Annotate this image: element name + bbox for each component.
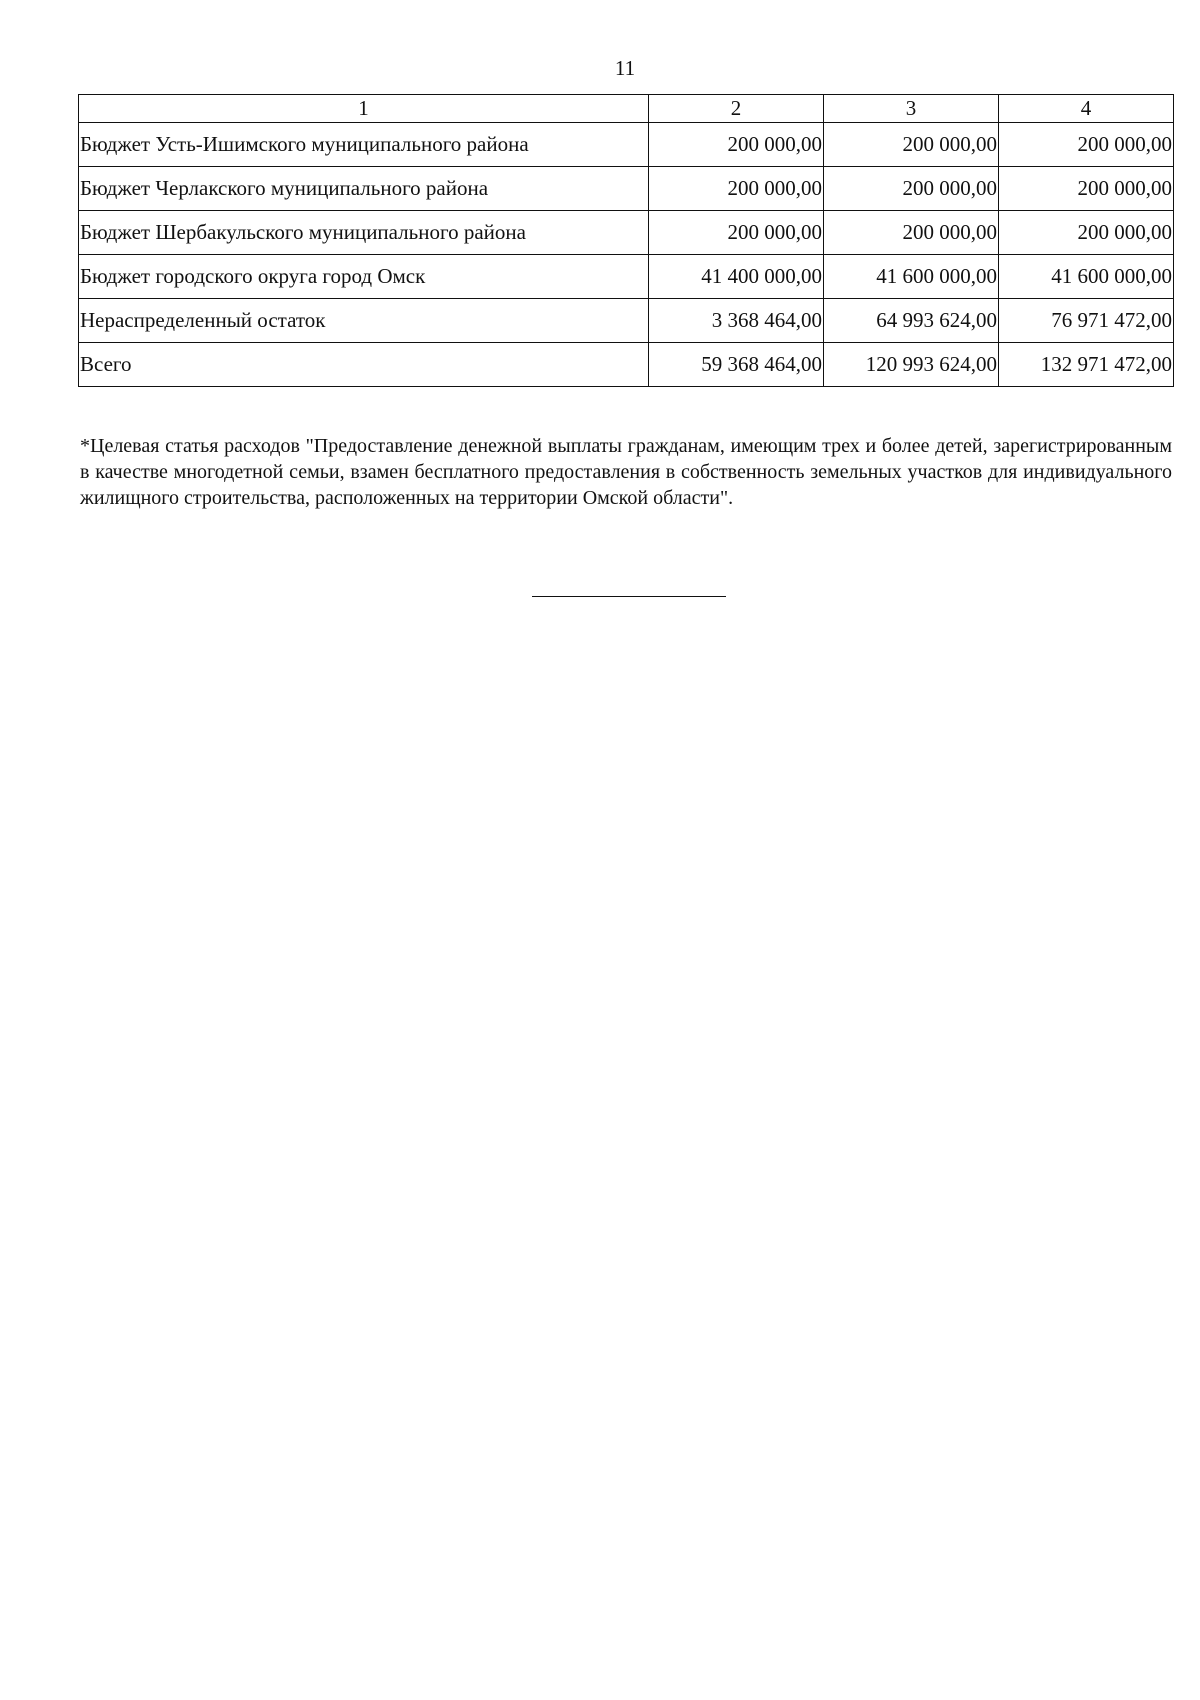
row-value-cell: 41 400 000,00 <box>649 255 824 299</box>
column-header-4: 4 <box>999 95 1174 123</box>
row-value-cell: 120 993 624,00 <box>824 343 999 387</box>
row-value-cell: 200 000,00 <box>824 167 999 211</box>
row-value-cell: 200 000,00 <box>649 167 824 211</box>
row-value-cell: 200 000,00 <box>999 211 1174 255</box>
table-row <box>79 255 1174 299</box>
column-header-3: 3 <box>824 95 999 123</box>
row-value-cell: 200 000,00 <box>824 123 999 167</box>
row-name-cell: Нераспределенный остаток <box>79 299 649 343</box>
row-name-cell: Бюджет Усть-Ишимского муниципального района <box>79 123 649 167</box>
table-row <box>79 211 1174 255</box>
column-header-2: 2 <box>649 95 824 123</box>
table-row <box>79 299 1174 343</box>
row-value-cell: 200 000,00 <box>824 211 999 255</box>
row-value-cell: 200 000,00 <box>999 167 1174 211</box>
row-value-cell: 59 368 464,00 <box>649 343 824 387</box>
row-value-cell: 41 600 000,00 <box>824 255 999 299</box>
row-name-cell: Бюджет Черлакского муниципального района <box>79 167 649 211</box>
page-number: 11 <box>614 56 636 80</box>
row-name-cell: Бюджет городского округа город Омск <box>79 255 649 299</box>
row-value-cell: 3 368 464,00 <box>649 299 824 343</box>
row-value-cell: 64 993 624,00 <box>824 299 999 343</box>
budget-distribution-table <box>78 94 1174 387</box>
row-value-cell: 41 600 000,00 <box>999 255 1174 299</box>
table-row <box>79 123 1174 167</box>
row-name-cell: Всего <box>79 343 649 387</box>
table-row <box>79 167 1174 211</box>
footnote-text: *Целевая статья расходов "Предоставление денежной выплаты гражданам, имеющим трех и более детей, зарегистрированным в качестве многодетной семьи, взамен бесплатного предоставления в собственность земельных участков для индивидуального жилищного строительства, расположенных на территории Омской области". <box>80 435 1172 509</box>
row-value-cell: 200 000,00 <box>999 123 1174 167</box>
row-value-cell: 200 000,00 <box>649 123 824 167</box>
row-value-cell: 132 971 472,00 <box>999 343 1174 387</box>
row-value-cell: 200 000,00 <box>649 211 824 255</box>
end-of-document-rule <box>532 596 726 597</box>
row-name-cell: Бюджет Шербакульского муниципального района <box>79 211 649 255</box>
row-value-cell: 76 971 472,00 <box>999 299 1174 343</box>
column-header-1: 1 <box>79 95 649 123</box>
table-total-row <box>79 343 1174 387</box>
table-header-row <box>79 95 1174 123</box>
